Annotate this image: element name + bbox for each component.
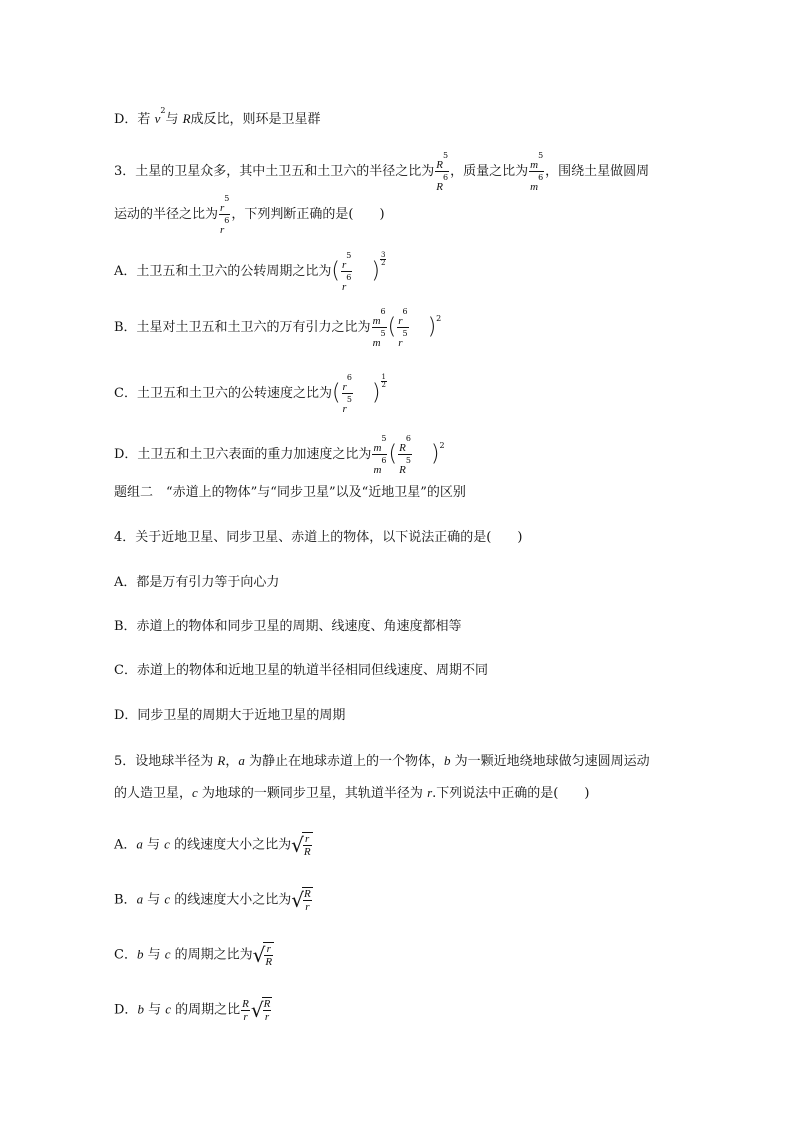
q4-option-a: A．都是万有引力等于向心力 (114, 575, 280, 590)
section-heading: 题组二 “赤道上的物体”与“同步卫星”以及“近地卫星”的区别 (114, 485, 466, 500)
q4-option-d: D．同步卫星的周期大于近地卫星的周期 (114, 708, 346, 723)
q3-stem-line2: 运动的半径之比为 $\frac{r^5}{r^6}$ ，下列判断正确的是( ) (114, 194, 385, 236)
q3-option-d: D．土卫五和土卫六表面的重力加速度之比为 $\frac{m^5}{m^6}$ ( $\frac{R^6}{R^5}$ )$^2$ (114, 434, 445, 476)
q4-option-b: B．赤道上的物体和同步卫星的周期、线速度、角速度都相等 (114, 619, 462, 634)
q5-stem-line2: 的人造卫星，c 为地球的一颗同步卫星，其轨道半径为 r.下列说法中正确的是( ) (114, 785, 590, 801)
q3-option-c: C．土卫五和土卫六的公转速度之比为( $\frac{r^6}{r^5}$ ) $\frac{1}{2}$ (114, 373, 386, 415)
q2-option-d: D．若 $v^2$与 R成反比，则环是卫星群 (114, 106, 321, 127)
q3-option-a: A．土卫五和土卫六的公转周期之比为( $\frac{r^5}{r^6}$ ) $\frac{3}{2}$ (114, 251, 386, 293)
q5-option-a: A．a 与 c 的线速度大小之比为√ $\frac{r}{R}$ (114, 833, 311, 858)
q4-option-c: C．赤道上的物体和近地卫星的轨道半径相同但线速度、周期不同 (114, 663, 488, 678)
q5-option-d: D．b 与 c 的周期之比 $\frac{R}{r}$ √ $\frac{R}{r}$ (114, 997, 271, 1023)
q4-stem: 4．关于近地卫星、同步卫星、赤道上的物体，以下说法正确的是( ) (114, 530, 523, 545)
q5-option-b: B．a 与 c 的线速度大小之比为√ $\frac{R}{r}$ (114, 888, 311, 913)
q3-option-b: B．土星对土卫五和土卫六的万有引力之比为 $\frac{m^6}{m^5}$ ( $\frac{r^6}{r^5}$ )$^2$ (114, 307, 442, 349)
q3-stem-line1: 3．土星的卫星众多，其中土卫五和土卫六的半径之比为 $\frac{R^5}{R^6}$ ，质量之比为 $\frac{m^5}{m^6}$ ，围绕土星做圆周 (114, 151, 650, 193)
q5-stem-line1: 5．设地球半径为 R，a 为静止在地球赤道上的一个物体，b 为一颗近地绕地球做匀速圆周运动 (114, 753, 650, 769)
q5-option-c: C．b 与 c 的周期之比为√ $\frac{r}{R}$ (114, 943, 273, 968)
